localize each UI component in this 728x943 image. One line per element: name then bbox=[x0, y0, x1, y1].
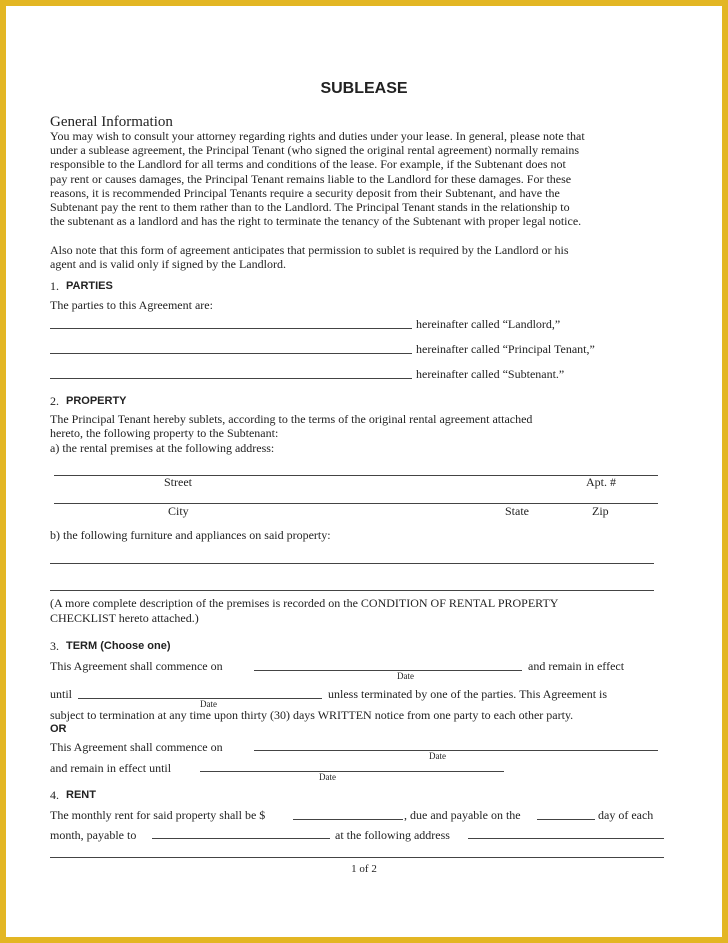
term-heading-number: 3. bbox=[50, 639, 59, 653]
rent-due-day-field[interactable] bbox=[537, 819, 595, 820]
rent-payee-field[interactable] bbox=[152, 838, 330, 839]
general-info-line: the subtenant as a landlord and has the right to terminate the tenancy of the Subtenant with proper legal notice. bbox=[50, 214, 582, 229]
property-item-b: b) the following furniture and appliances on said property: bbox=[50, 528, 331, 542]
general-info-line: under a sublease agreement, the Principal Tenant (who signed the original rental agreement) normally remains bbox=[50, 143, 580, 158]
rent-payable-label: month, payable to bbox=[50, 828, 137, 842]
rent-heading-number: 4. bbox=[50, 788, 59, 802]
city-label: City bbox=[168, 504, 189, 518]
general-info-paragraph bbox=[50, 129, 682, 228]
rent-heading: RENT bbox=[66, 789, 96, 801]
furniture-field-line-1[interactable] bbox=[50, 563, 654, 564]
date-caption: Date bbox=[429, 751, 446, 761]
note-line: Also note that this form of agreement anticipates that permission to sublet is required by the Landlord or his bbox=[50, 243, 569, 257]
general-info-line: responsible to the Landlord for all terms and conditions of the lease. For example, if the Subtenant does not bbox=[50, 157, 566, 172]
landlord-label: hereinafter called “Landlord,” bbox=[416, 317, 561, 331]
principal-tenant-name-field[interactable] bbox=[50, 353, 412, 354]
page-number: 1 of 2 bbox=[351, 863, 377, 875]
term-commence-label-2: This Agreement shall commence on bbox=[50, 740, 223, 754]
note-line: agent and is valid only if signed by the Landlord. bbox=[50, 257, 286, 272]
general-info-line: reasons, it is recommended Principal Tenants require a security deposit from their Subtenant, and have the bbox=[50, 185, 560, 200]
document-title: SUBLEASE bbox=[320, 80, 408, 97]
rent-amount-field[interactable] bbox=[293, 819, 403, 820]
date-caption: Date bbox=[319, 772, 336, 782]
property-heading-number: 2. bbox=[50, 394, 59, 408]
parties-heading: PARTIES bbox=[66, 280, 113, 292]
apt-label: Apt. # bbox=[586, 475, 616, 489]
rent-amount-label: The monthly rent for said property shall be $ bbox=[50, 808, 266, 822]
general-info-line: You may wish to consult your attorney regarding rights and duties under your lease. In general, please note that bbox=[50, 129, 585, 143]
premises-description-note: CHECKLIST hereto attached.) bbox=[50, 611, 199, 625]
subtenant-label: hereinafter called “Subtenant.” bbox=[416, 367, 565, 381]
furniture-field-line-2[interactable] bbox=[50, 590, 654, 591]
date-caption: Date bbox=[200, 699, 217, 709]
property-heading: PROPERTY bbox=[66, 395, 127, 407]
rent-day-label: day of each bbox=[598, 808, 654, 822]
principal-tenant-label: hereinafter called “Principal Tenant,” bbox=[416, 342, 595, 356]
rent-address-field[interactable] bbox=[468, 838, 664, 839]
rent-due-label: , due and payable on the bbox=[404, 808, 521, 822]
property-item-a: a) the rental premises at the following address: bbox=[50, 441, 275, 455]
document-page bbox=[6, 6, 722, 937]
commence-date-field-2[interactable] bbox=[254, 750, 658, 751]
state-label: State bbox=[505, 504, 529, 518]
term-remain-until-label: and remain in effect until bbox=[50, 761, 172, 775]
term-subject-label: subject to termination at any time upon thirty (30) days WRITTEN notice from one party to each other party. bbox=[50, 708, 574, 722]
city-state-zip-field[interactable] bbox=[54, 503, 658, 504]
parties-intro: The parties to this Agreement are: bbox=[50, 298, 213, 312]
date-caption: Date bbox=[397, 671, 414, 681]
street-address-field[interactable] bbox=[54, 475, 658, 476]
remain-until-date-field[interactable] bbox=[200, 771, 504, 772]
property-intro-line: The Principal Tenant hereby sublets, according to the terms of the original rental agreement attached bbox=[50, 412, 533, 426]
general-info-line: Subtenant pay the rent to them rather than to the Landlord. The Principal Tenant stands in the relationship to bbox=[50, 200, 570, 215]
term-remain-label: and remain in effect bbox=[528, 659, 625, 673]
general-info-line: pay rent or causes damages, the Principal Tenant remains liable to the Landlord for these damages. For these bbox=[50, 171, 572, 186]
term-until-label: until bbox=[50, 687, 73, 701]
term-heading: TERM (Choose one) bbox=[66, 640, 171, 652]
term-or-label: OR bbox=[50, 723, 67, 735]
landlord-name-field[interactable] bbox=[50, 328, 412, 329]
general-info-heading: General Information bbox=[50, 114, 173, 130]
term-unless-label: unless terminated by one of the parties. This Agreement is bbox=[328, 687, 608, 701]
property-intro-line: hereto, the following property to the Subtenant: bbox=[50, 426, 279, 440]
parties-heading-number: 1. bbox=[50, 279, 59, 293]
subtenant-name-field[interactable] bbox=[50, 378, 412, 379]
rent-address-field-2[interactable] bbox=[50, 857, 664, 858]
rent-address-label: at the following address bbox=[335, 828, 450, 842]
premises-description-note: (A more complete description of the premises is recorded on the CONDITION OF RENTAL PROPERTY bbox=[50, 596, 559, 610]
commence-date-field[interactable] bbox=[254, 670, 522, 671]
street-label: Street bbox=[164, 475, 192, 489]
landlord-note-paragraph bbox=[50, 243, 682, 271]
zip-label: Zip bbox=[592, 504, 609, 518]
term-commence-label: This Agreement shall commence on bbox=[50, 659, 223, 673]
